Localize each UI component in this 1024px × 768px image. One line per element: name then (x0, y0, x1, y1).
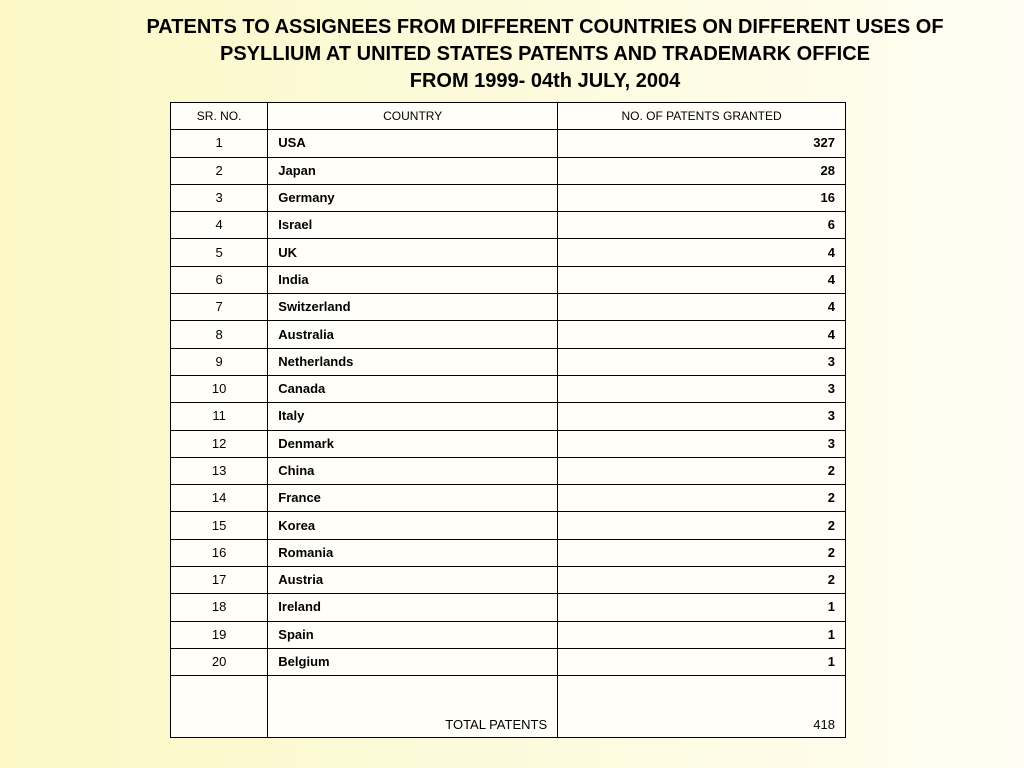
table-row (171, 348, 846, 375)
patents-count-cell: 1 (558, 621, 846, 648)
sr-no-cell: 20 (171, 648, 268, 675)
table-row (171, 157, 846, 184)
sr-no-cell: 6 (171, 266, 268, 293)
table-header-row (171, 103, 846, 130)
sr-no-cell: 5 (171, 239, 268, 266)
patents-count-cell: 4 (558, 266, 846, 293)
table-row (171, 485, 846, 512)
page-title (60, 14, 1024, 95)
country-cell: France (268, 485, 558, 512)
patents-count-cell: 3 (558, 375, 846, 402)
sr-no-cell: 16 (171, 539, 268, 566)
patents-count-cell: 2 (558, 457, 846, 484)
patents-table (170, 102, 846, 738)
total-row (171, 676, 846, 738)
country-cell: Ireland (268, 594, 558, 621)
table-row (171, 567, 846, 594)
country-cell: USA (268, 130, 558, 157)
table-row (171, 648, 846, 675)
sr-no-cell: 19 (171, 621, 268, 648)
country-cell: Japan (268, 157, 558, 184)
table-row (171, 403, 846, 430)
patents-count-cell: 2 (558, 512, 846, 539)
table-row (171, 430, 846, 457)
table-row (171, 457, 846, 484)
table-row (171, 184, 846, 211)
sr-no-cell: 10 (171, 375, 268, 402)
patents-count-cell: 1 (558, 594, 846, 621)
sr-no-cell: 7 (171, 294, 268, 321)
header-sr-no: SR. NO. (171, 103, 268, 130)
table-row (171, 212, 846, 239)
sr-no-cell: 1 (171, 130, 268, 157)
patents-count-cell: 2 (558, 567, 846, 594)
table-row (171, 621, 846, 648)
table-row (171, 375, 846, 402)
sr-no-cell: 2 (171, 157, 268, 184)
sr-no-cell: 15 (171, 512, 268, 539)
patents-count-cell: 2 (558, 485, 846, 512)
title-line-2: PSYLLIUM AT UNITED STATES PATENTS AND TRADEMARK OFFICE (220, 43, 870, 65)
country-cell: Korea (268, 512, 558, 539)
total-label: TOTAL PATENTS (268, 676, 558, 738)
table-row (171, 266, 846, 293)
patents-count-cell: 4 (558, 239, 846, 266)
total-sr-cell (171, 676, 268, 738)
sr-no-cell: 17 (171, 567, 268, 594)
patents-count-cell: 3 (558, 430, 846, 457)
title-line-1: PATENTS TO ASSIGNEES FROM DIFFERENT COUNTRIES ON DIFFERENT USES OF (146, 16, 944, 38)
country-cell: Canada (268, 375, 558, 402)
country-cell: Switzerland (268, 294, 558, 321)
table-row (171, 594, 846, 621)
table-row (171, 130, 846, 157)
patents-count-cell: 16 (558, 184, 846, 211)
sr-no-cell: 11 (171, 403, 268, 430)
table-row (171, 239, 846, 266)
patents-count-cell: 6 (558, 212, 846, 239)
total-value: 418 (558, 676, 846, 738)
country-cell: Spain (268, 621, 558, 648)
country-cell: China (268, 457, 558, 484)
table-body (171, 130, 846, 676)
patents-count-cell: 4 (558, 321, 846, 348)
country-cell: Israel (268, 212, 558, 239)
country-cell: Netherlands (268, 348, 558, 375)
country-cell: Italy (268, 403, 558, 430)
sr-no-cell: 3 (171, 184, 268, 211)
sr-no-cell: 12 (171, 430, 268, 457)
sr-no-cell: 18 (171, 594, 268, 621)
patents-count-cell: 3 (558, 348, 846, 375)
country-cell: Belgium (268, 648, 558, 675)
sr-no-cell: 14 (171, 485, 268, 512)
country-cell: Denmark (268, 430, 558, 457)
country-cell: Austria (268, 567, 558, 594)
patents-count-cell: 327 (558, 130, 846, 157)
table-row (171, 539, 846, 566)
title-line-3: FROM 1999- 04th JULY, 2004 (409, 70, 681, 92)
patents-count-cell: 4 (558, 294, 846, 321)
patents-count-cell: 3 (558, 403, 846, 430)
patents-count-cell: 2 (558, 539, 846, 566)
country-cell: Australia (268, 321, 558, 348)
sr-no-cell: 4 (171, 212, 268, 239)
country-cell: Romania (268, 539, 558, 566)
patents-count-cell: 28 (558, 157, 846, 184)
header-country: COUNTRY (268, 103, 558, 130)
sr-no-cell: 8 (171, 321, 268, 348)
patents-count-cell: 1 (558, 648, 846, 675)
country-cell: UK (268, 239, 558, 266)
header-patents-granted: NO. OF PATENTS GRANTED (558, 103, 846, 130)
sr-no-cell: 9 (171, 348, 268, 375)
table-row (171, 294, 846, 321)
country-cell: Germany (268, 184, 558, 211)
table-row (171, 512, 846, 539)
country-cell: India (268, 266, 558, 293)
sr-no-cell: 13 (171, 457, 268, 484)
table-row (171, 321, 846, 348)
